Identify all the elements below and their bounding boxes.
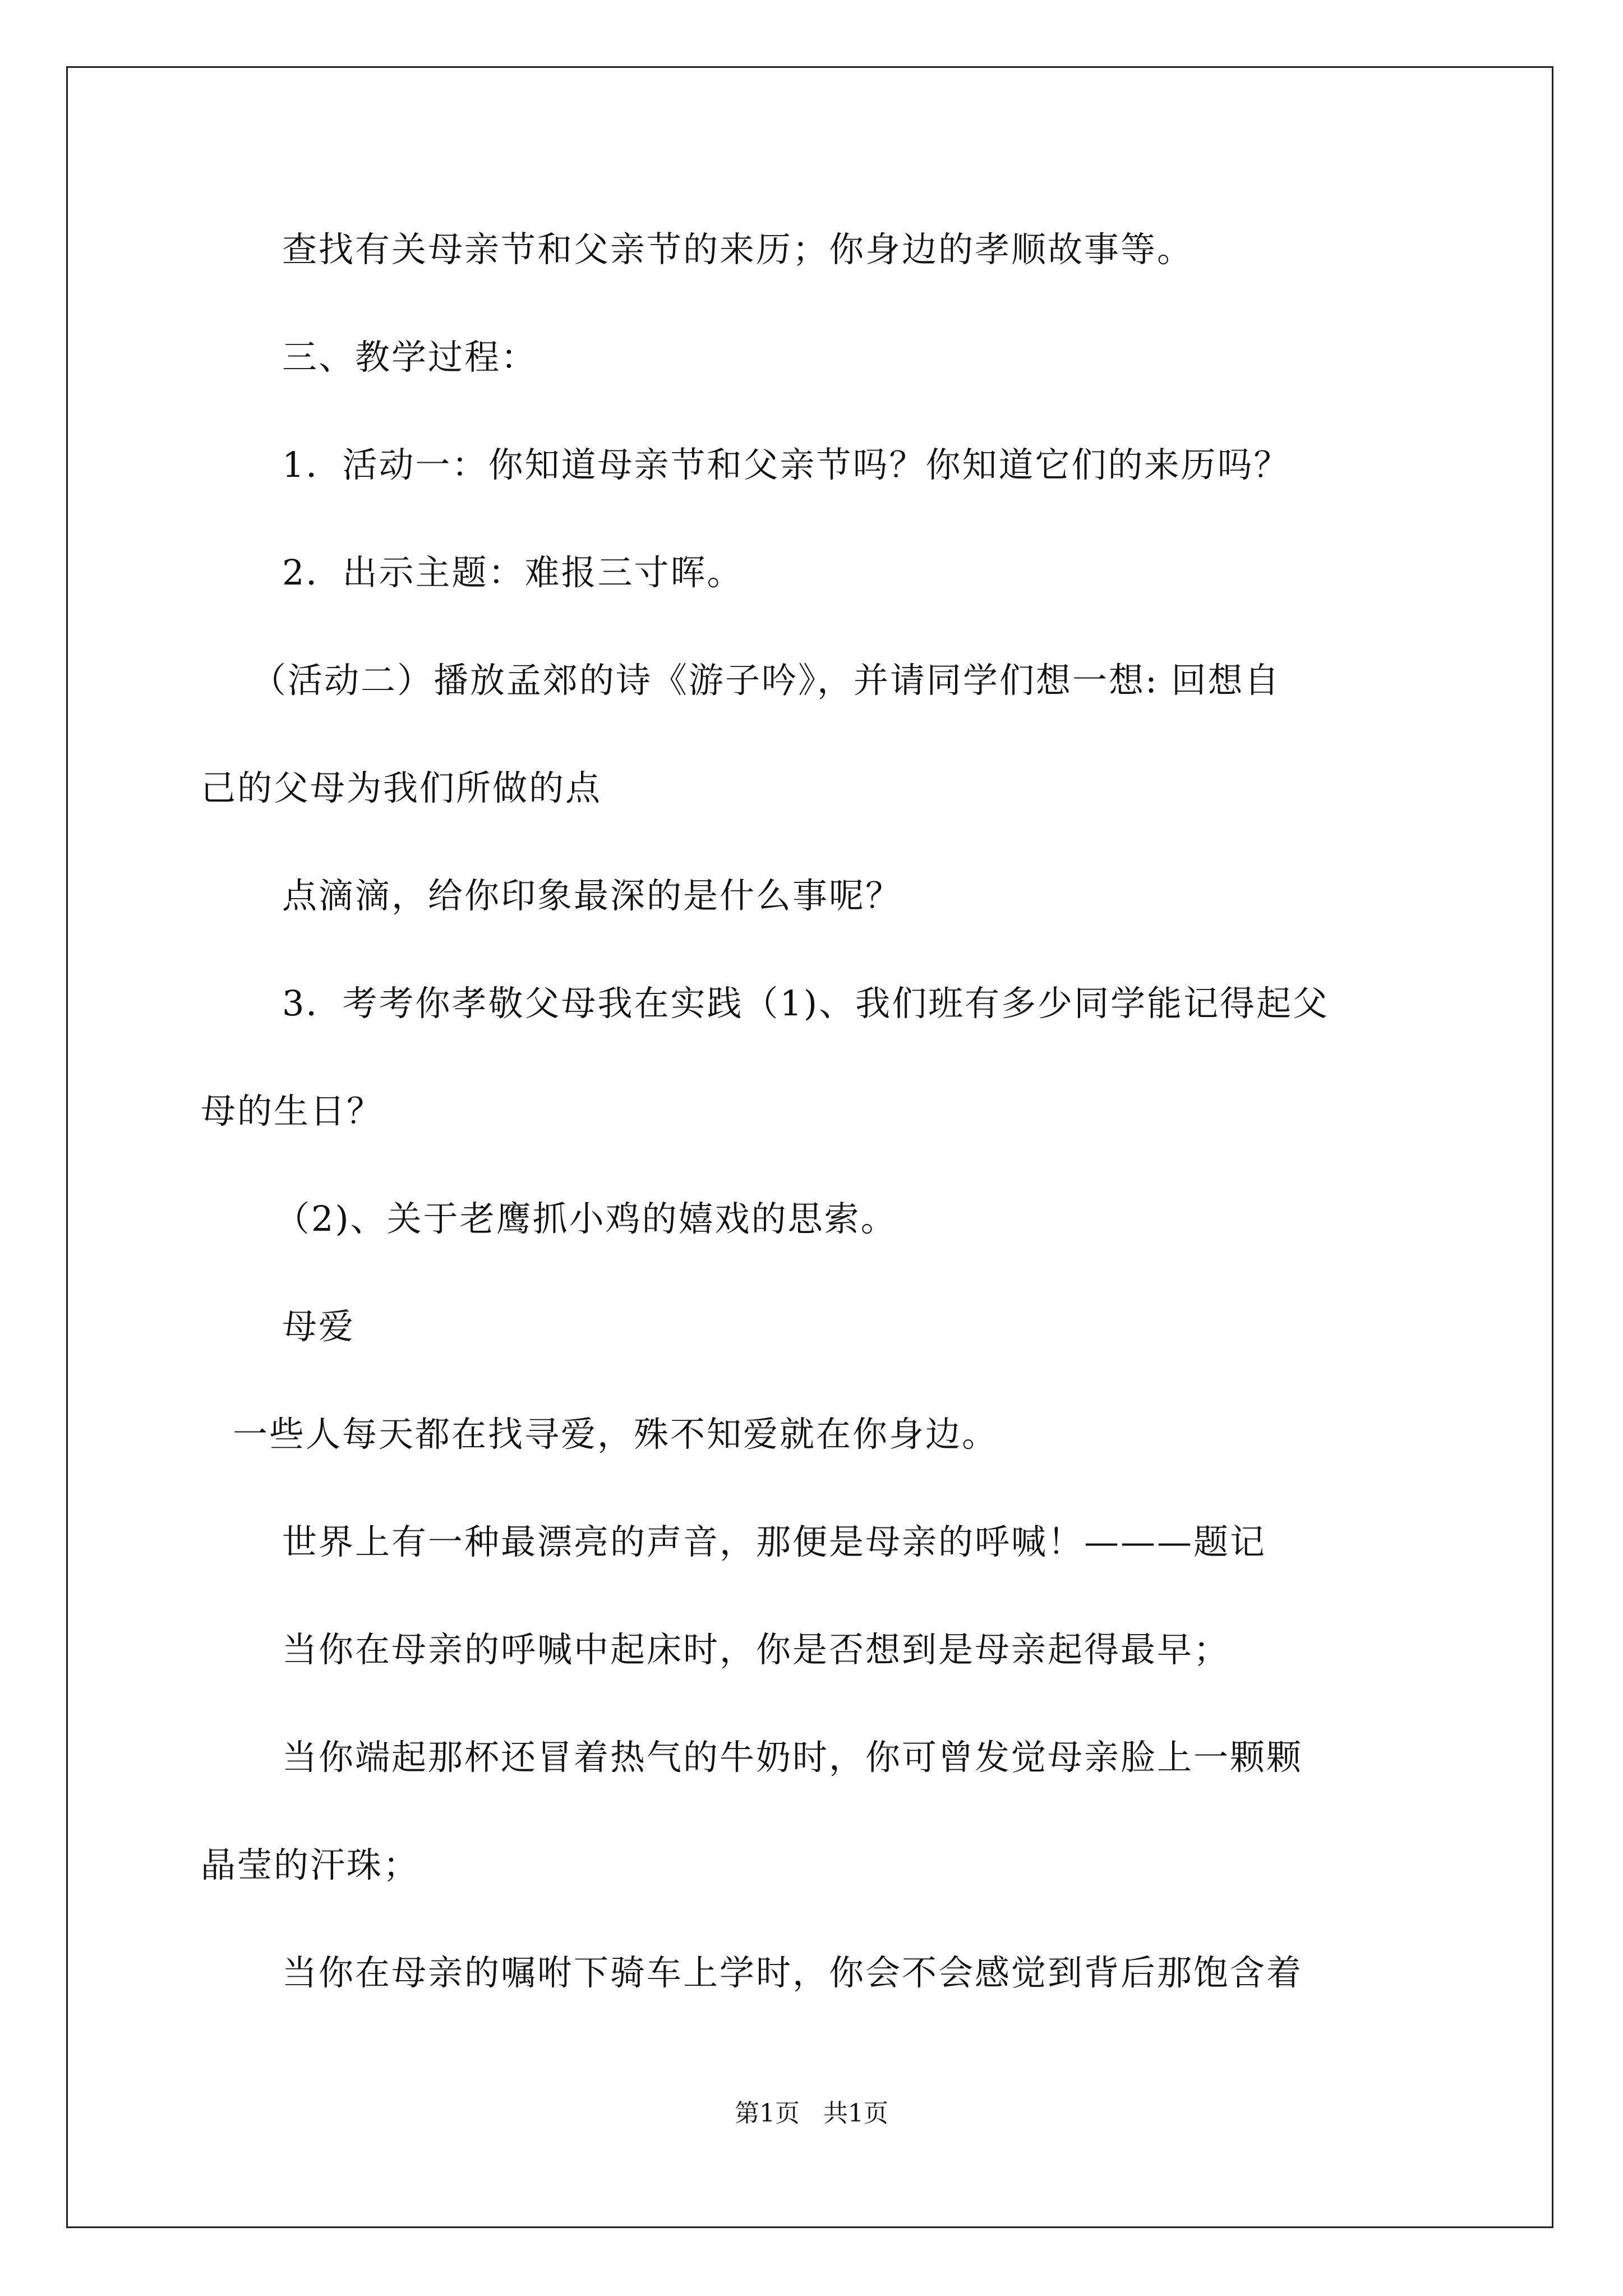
paragraph-line: 晶莹的汗珠； (201, 1844, 420, 1885)
essay-title: 母爱 (282, 1306, 356, 1347)
paragraph-line: 世界上有一种最漂亮的声音，那便是母亲的呼喊！———题记 (282, 1521, 1267, 1562)
section-heading: 三、教学过程： (282, 337, 538, 378)
page-footer: 第1页 共1页 (735, 2099, 888, 2128)
paragraph-line: 当你端起那杯还冒着热气的牛奶时，你可曾发觉母亲脸上一颗颗 (282, 1737, 1303, 1778)
page-border (66, 66, 1553, 2228)
paragraph-line: 查找有关母亲节和父亲节的来历；你身边的孝顺故事等。 (282, 229, 1194, 270)
paragraph-line: （活动二）播放孟郊的诗《游子吟》，并请同学们想一想: 回想自 (251, 660, 1281, 701)
paragraph-line: 当你在母亲的嘱咐下骑车上学时，你会不会感觉到背后那饱含着 (282, 1952, 1303, 1993)
paragraph-line: 3．考考你孝敬父母我在实践（1)、我们班有多少同学能记得起父 (282, 983, 1330, 1024)
paragraph-line: 1．活动一：你知道母亲节和父亲节吗？你知道它们的来历吗？ (282, 444, 1290, 485)
paragraph-line: 2．出示主题：难报三寸晖。 (282, 552, 744, 593)
paragraph-line: 一些人每天都在找寻爱，殊不知爱就在你身边。 (233, 1414, 999, 1455)
paragraph-line: （2)、关于老鹰抓小鸡的嬉戏的思索。 (275, 1198, 897, 1239)
paragraph-line: 当你在母亲的呼喊中起床时，你是否想到是母亲起得最早； (282, 1629, 1230, 1670)
paragraph-line: 己的父母为我们所做的点 (201, 767, 602, 808)
paragraph-line: 母的生日？ (201, 1091, 384, 1131)
paragraph-line: 点滴滴，给你印象最深的是什么事呢？ (282, 875, 902, 916)
